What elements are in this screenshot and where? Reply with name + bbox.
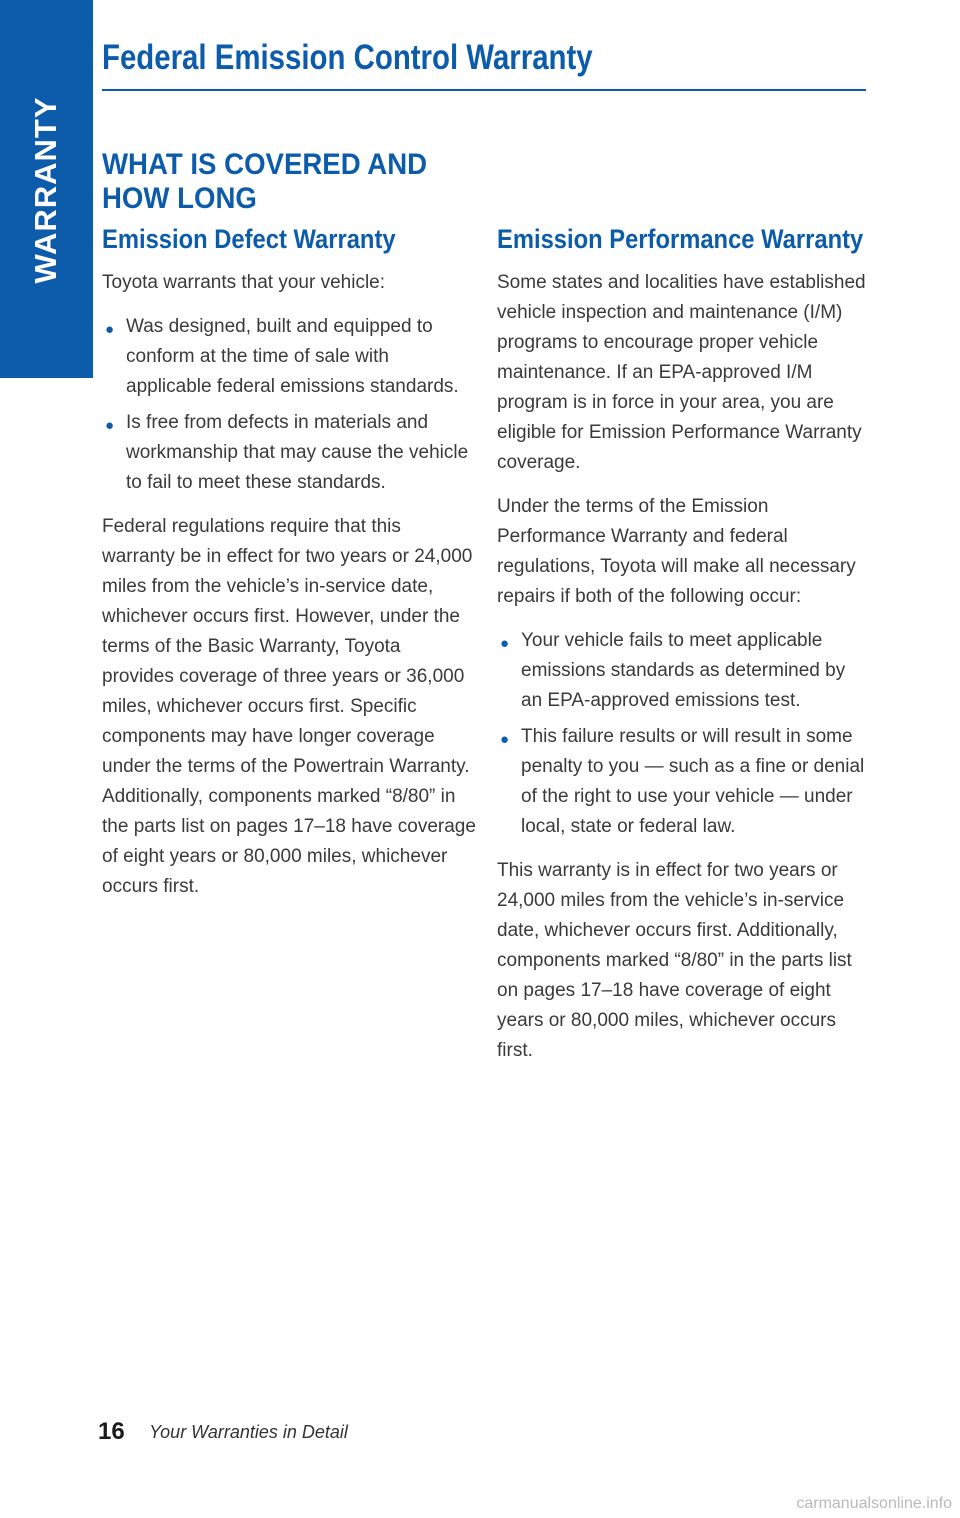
performance-bullet-list: [497, 626, 867, 842]
page-title: Federal Emission Control Warranty: [102, 38, 593, 77]
bullet-dot-icon: ●: [105, 321, 115, 338]
performance-paragraph-3: This warranty is in effect for two years or 24,000 miles from the vehicle’s in-service date, whichever occurs first. Additionally, components marked “8/80” in the parts list on pages 17–18 have coverage of eight years or 80,000 miles, whichever occurs first.: [497, 860, 852, 1061]
performance-paragraph-1: Some states and localities have established vehicle inspection and maintenance (I/M) programs to encourage proper vehicle maintenance. If an EPA-approved I/M program is in force in your area, you are eligible for Emission Performance Warranty coverage.: [497, 272, 866, 473]
side-tab-label: WARRANTY: [28, 96, 63, 284]
right-column: [497, 224, 867, 1080]
performance-paragraph-2: Under the terms of the Emission Performance Warranty and federal regulations, Toyota will make all necessary repairs if both of the following occur:: [497, 496, 856, 607]
bullet-text: Your vehicle fails to meet applicable emissions standards as determined by an EPA-approved emissions test.: [521, 630, 846, 711]
defect-paragraph: Federal regulations require that this warranty be in effect for two years or 24,000 miles from the vehicle’s in-service date, whichever occurs first. However, under the terms of the Basic Warranty, Toyota provides coverage of three years or 36,000 miles, whichever occurs first. Specific components may have longer coverage under the terms of the Powertrain Warranty. Additionally, components marked “8/80” in the parts list on pages 17–18 have coverage of eight years or 80,000 miles, whichever occurs first.: [102, 516, 476, 897]
list-item: [102, 312, 477, 402]
left-column: [102, 224, 477, 916]
page-number: 16: [98, 1418, 125, 1445]
title-divider: [102, 89, 866, 91]
bullet-dot-icon: ●: [500, 635, 510, 652]
bullet-text: Was designed, built and equipped to conform at the time of sale with applicable federal emissions standards.: [126, 316, 459, 397]
bullet-text: This failure results or will result in some penalty to you — such as a fine or denial of the right to use your vehicle — under local, state or federal law.: [521, 726, 865, 837]
page-footer: [98, 1418, 348, 1454]
emission-performance-heading: Emission Performance Warranty: [497, 224, 864, 254]
defect-bullet-list: [102, 312, 477, 498]
list-item: [497, 722, 867, 842]
side-tab: [0, 0, 93, 378]
section-heading-line-2: HOW LONG: [102, 182, 257, 215]
bullet-dot-icon: ●: [105, 417, 115, 434]
section-heading: [102, 148, 427, 216]
section-heading-line-1: WHAT IS COVERED AND: [102, 148, 428, 181]
watermark: carmanualsonline.info: [796, 1495, 952, 1512]
emission-defect-heading: Emission Defect Warranty: [102, 224, 396, 254]
bullet-dot-icon: ●: [500, 731, 510, 748]
bullet-text: Is free from defects in materials and workmanship that may cause the vehicle to fail to meet these standards.: [126, 412, 469, 493]
defect-intro: Toyota warrants that your vehicle:: [102, 272, 386, 293]
footer-label: Your Warranties in Detail: [149, 1421, 348, 1442]
list-item: [102, 408, 477, 498]
list-item: [497, 626, 867, 716]
